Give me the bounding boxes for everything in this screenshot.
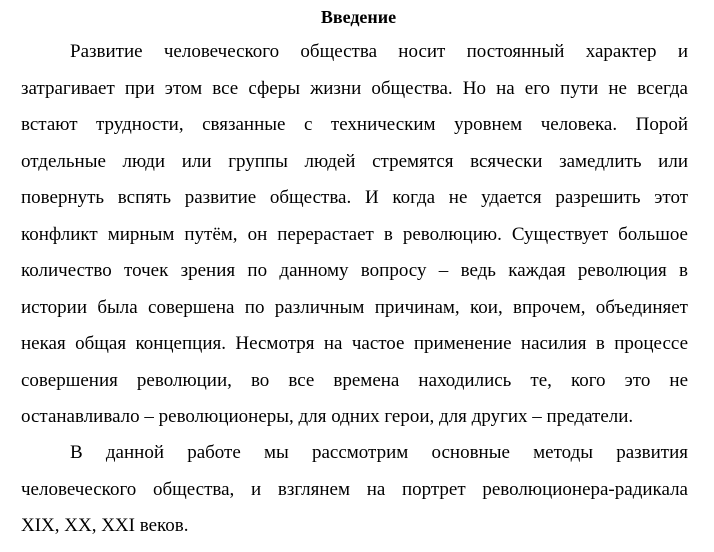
text-line: человеческого общества, и взглянем на портрет революционера-радикала xyxy=(21,478,688,500)
text-line: некая общая концепция. Несмотря на частое применение насилия в процессе xyxy=(21,333,688,354)
paragraph-1 xyxy=(21,41,688,443)
paragraph-2 xyxy=(21,442,688,552)
text-line: конфликт мирным путём, он перерастает в революцию. Существует большое xyxy=(21,223,688,245)
text-line: останавливало – революционеры, для одних герои, для других – предатели. xyxy=(21,406,634,427)
document-title: Введение xyxy=(320,7,397,27)
text-line: истории была совершена по различным причинам, кои, впрочем, объединяет xyxy=(21,296,688,318)
text-line: затрагивает при этом все сферы жизни общества. Но на его пути не всегда xyxy=(21,77,688,99)
text-line: совершения революции, во все времена находились те, кого это не xyxy=(21,369,688,391)
text-line: встают трудности, связанные с техническим уровнем человека. Порой xyxy=(21,114,688,135)
text-line: повернуть вспять развитие общества. И когда не удается разрешить этот xyxy=(21,187,688,208)
text-line: Развитие человеческого общества носит постоянный характер и xyxy=(70,41,688,62)
text-line: количество точек зрения по данному вопросу – ведь каждая революция в xyxy=(21,260,688,281)
text-line: XIX, XX, XXI веков. xyxy=(21,515,189,536)
text-line: отдельные люди или группы людей стремятся всячески замедлить или xyxy=(21,150,688,172)
text-line: В данной работе мы рассмотрим основные методы развития xyxy=(70,442,688,463)
